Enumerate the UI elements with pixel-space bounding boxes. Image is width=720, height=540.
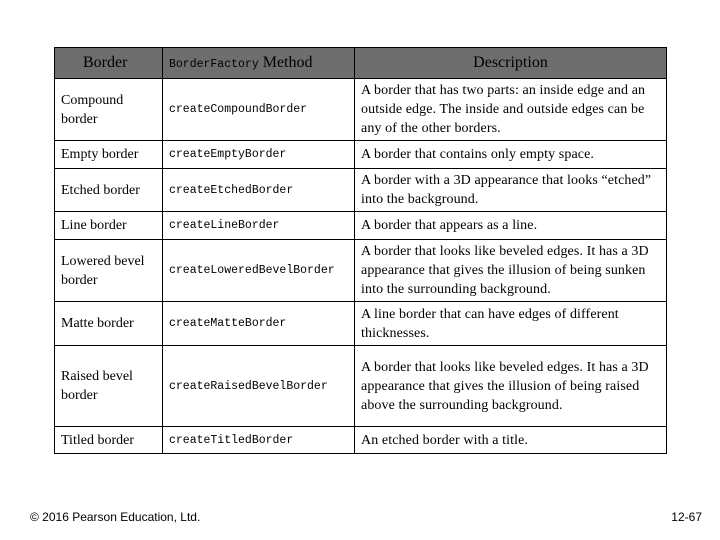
row-method: createEtchedBorder bbox=[163, 169, 355, 212]
header-method-word: Method bbox=[262, 54, 313, 71]
row-description: An etched border with a title. bbox=[355, 427, 667, 454]
table-row bbox=[55, 79, 667, 141]
row-border-name: Titled border bbox=[55, 427, 163, 454]
header-method bbox=[163, 48, 355, 79]
row-method: createEmptyBorder bbox=[163, 141, 355, 169]
table-header-row bbox=[55, 48, 667, 79]
border-types-table bbox=[54, 47, 667, 454]
row-method: createCompoundBorder bbox=[163, 79, 355, 141]
row-border-name: Compound border bbox=[55, 79, 163, 141]
row-method: createLineBorder bbox=[163, 212, 355, 240]
header-method-code: BorderFactory bbox=[169, 58, 259, 71]
row-description: A border with a 3D appearance that looks “etched” into the background. bbox=[355, 169, 667, 212]
row-method: createMatteBorder bbox=[163, 302, 355, 346]
row-border-name: Matte border bbox=[55, 302, 163, 346]
table-row bbox=[55, 302, 667, 346]
header-border: Border bbox=[55, 48, 163, 79]
row-description: A border that contains only empty space. bbox=[355, 141, 667, 169]
row-description: A border that has two parts: an inside edge and an outside edge. The inside and outside edges can be any of the other borders. bbox=[355, 79, 667, 141]
copyright-footer: © 2016 Pearson Education, Ltd. bbox=[30, 510, 201, 524]
row-method: createTitledBorder bbox=[163, 427, 355, 454]
row-description: A border that looks like beveled edges. It has a 3D appearance that gives the illusion of being raised above the surrounding background. bbox=[355, 346, 667, 427]
row-method: createLoweredBevelBorder bbox=[163, 240, 355, 302]
table-row bbox=[55, 240, 667, 302]
row-description: A line border that can have edges of different thicknesses. bbox=[355, 302, 667, 346]
row-border-name: Line border bbox=[55, 212, 163, 240]
row-border-name: Raised bevel border bbox=[55, 346, 163, 427]
header-description: Description bbox=[355, 48, 667, 79]
table-row bbox=[55, 346, 667, 427]
row-border-name: Empty border bbox=[55, 141, 163, 169]
row-description: A border that appears as a line. bbox=[355, 212, 667, 240]
table-row bbox=[55, 212, 667, 240]
row-method: createRaisedBevelBorder bbox=[163, 346, 355, 427]
row-border-name: Etched border bbox=[55, 169, 163, 212]
table-row bbox=[55, 169, 667, 212]
page-number: 12-67 bbox=[671, 510, 702, 524]
row-border-name: Lowered bevel border bbox=[55, 240, 163, 302]
table-row bbox=[55, 427, 667, 454]
row-description: A border that looks like beveled edges. It has a 3D appearance that gives the illusion of being sunken into the surrounding background. bbox=[355, 240, 667, 302]
table-row bbox=[55, 141, 667, 169]
